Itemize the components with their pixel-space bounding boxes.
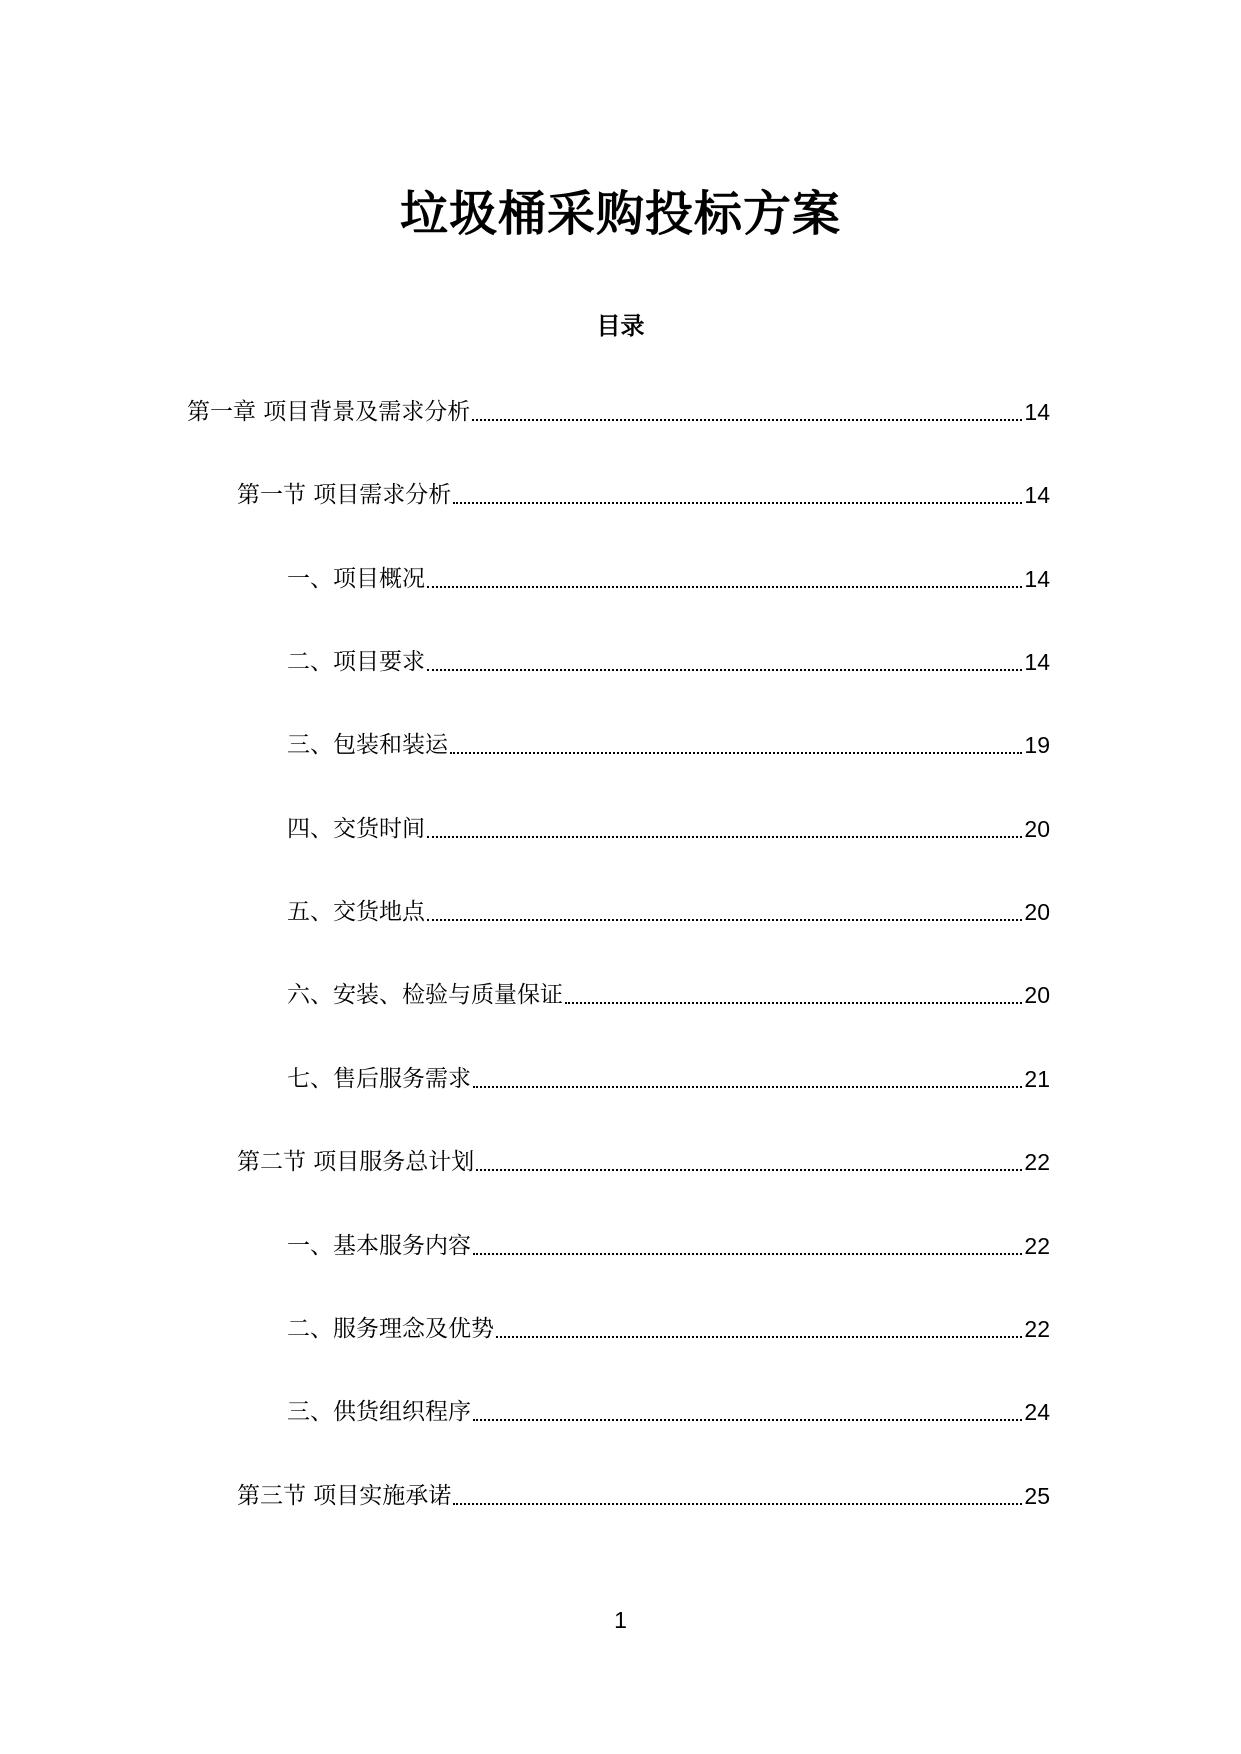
page-number: 1 <box>614 1607 627 1633</box>
toc-entry-label: 五、交货地点 <box>287 899 425 925</box>
toc-entry-label: 六、安装、检验与质量保证 <box>287 982 563 1008</box>
toc-dot-leader <box>450 752 1022 754</box>
toc-entry-page: 22 <box>1024 1149 1050 1175</box>
toc-entry-page: 14 <box>1024 649 1050 675</box>
toc-dot-leader <box>496 1336 1022 1338</box>
toc-entry-page: 14 <box>1024 566 1050 592</box>
document-title: 垃圾桶采购投标方案 <box>399 186 841 242</box>
toc-entry-section-1[interactable] <box>237 471 1050 511</box>
toc-entry-item[interactable] <box>287 1305 1050 1345</box>
toc-entry-label: 一、项目概况 <box>287 566 425 592</box>
toc-entry-page: 24 <box>1024 1399 1050 1425</box>
toc-entry-item[interactable] <box>287 721 1050 761</box>
toc-dot-leader <box>472 419 1022 421</box>
toc-entry-label: 一、基本服务内容 <box>287 1233 471 1259</box>
toc-entry-label: 三、包装和装运 <box>287 732 448 758</box>
toc-entry-label: 二、项目要求 <box>287 649 425 675</box>
toc-dot-leader <box>427 919 1022 921</box>
toc-entry-item[interactable] <box>287 805 1050 845</box>
toc-heading: 目录 <box>596 312 645 340</box>
toc-entry-item[interactable] <box>287 971 1050 1011</box>
toc-dot-leader <box>473 1253 1022 1255</box>
toc-entry-label: 第一节 项目需求分析 <box>237 482 452 508</box>
toc-entry-item[interactable] <box>287 555 1050 595</box>
toc-dot-leader <box>453 1503 1022 1505</box>
toc-dot-leader <box>427 586 1022 588</box>
toc-entry-page: 20 <box>1024 816 1050 842</box>
toc-entry-page: 14 <box>1024 482 1050 508</box>
toc-entry-section-2[interactable] <box>237 1138 1050 1178</box>
toc-entry-label: 第一章 项目背景及需求分析 <box>187 399 471 425</box>
toc-entry-page: 22 <box>1024 1233 1050 1259</box>
toc-entry-label: 七、售后服务需求 <box>287 1066 471 1092</box>
toc-entry-page: 20 <box>1024 899 1050 925</box>
toc-dot-leader <box>453 502 1022 504</box>
toc-dot-leader <box>473 1086 1022 1088</box>
toc-entry-page: 19 <box>1024 732 1050 758</box>
toc-entry-label: 三、供货组织程序 <box>287 1399 471 1425</box>
toc-entry-page: 22 <box>1024 1316 1050 1342</box>
toc-entry-label: 第二节 项目服务总计划 <box>237 1149 475 1175</box>
toc-dot-leader <box>427 836 1022 838</box>
toc-entry-page: 20 <box>1024 982 1050 1008</box>
toc-entry-page: 21 <box>1024 1066 1050 1092</box>
toc-entry-item[interactable] <box>287 888 1050 928</box>
toc-entry-chapter-1[interactable] <box>187 388 1050 428</box>
toc-entry-label: 二、服务理念及优势 <box>287 1316 494 1342</box>
toc-entry-item[interactable] <box>287 1055 1050 1095</box>
toc-entry-item[interactable] <box>287 1388 1050 1428</box>
toc-entry-page: 25 <box>1024 1483 1050 1509</box>
toc-entry-item[interactable] <box>287 1222 1050 1262</box>
toc-dot-leader <box>473 1419 1022 1421</box>
toc-entry-section-3[interactable] <box>237 1472 1050 1512</box>
toc-dot-leader <box>427 669 1022 671</box>
toc-entry-item[interactable] <box>287 638 1050 678</box>
toc-entry-label: 第三节 项目实施承诺 <box>237 1483 452 1509</box>
toc-entry-page: 14 <box>1024 399 1050 425</box>
toc-dot-leader <box>565 1002 1022 1004</box>
toc-dot-leader <box>476 1169 1022 1171</box>
toc-entry-label: 四、交货时间 <box>287 816 425 842</box>
